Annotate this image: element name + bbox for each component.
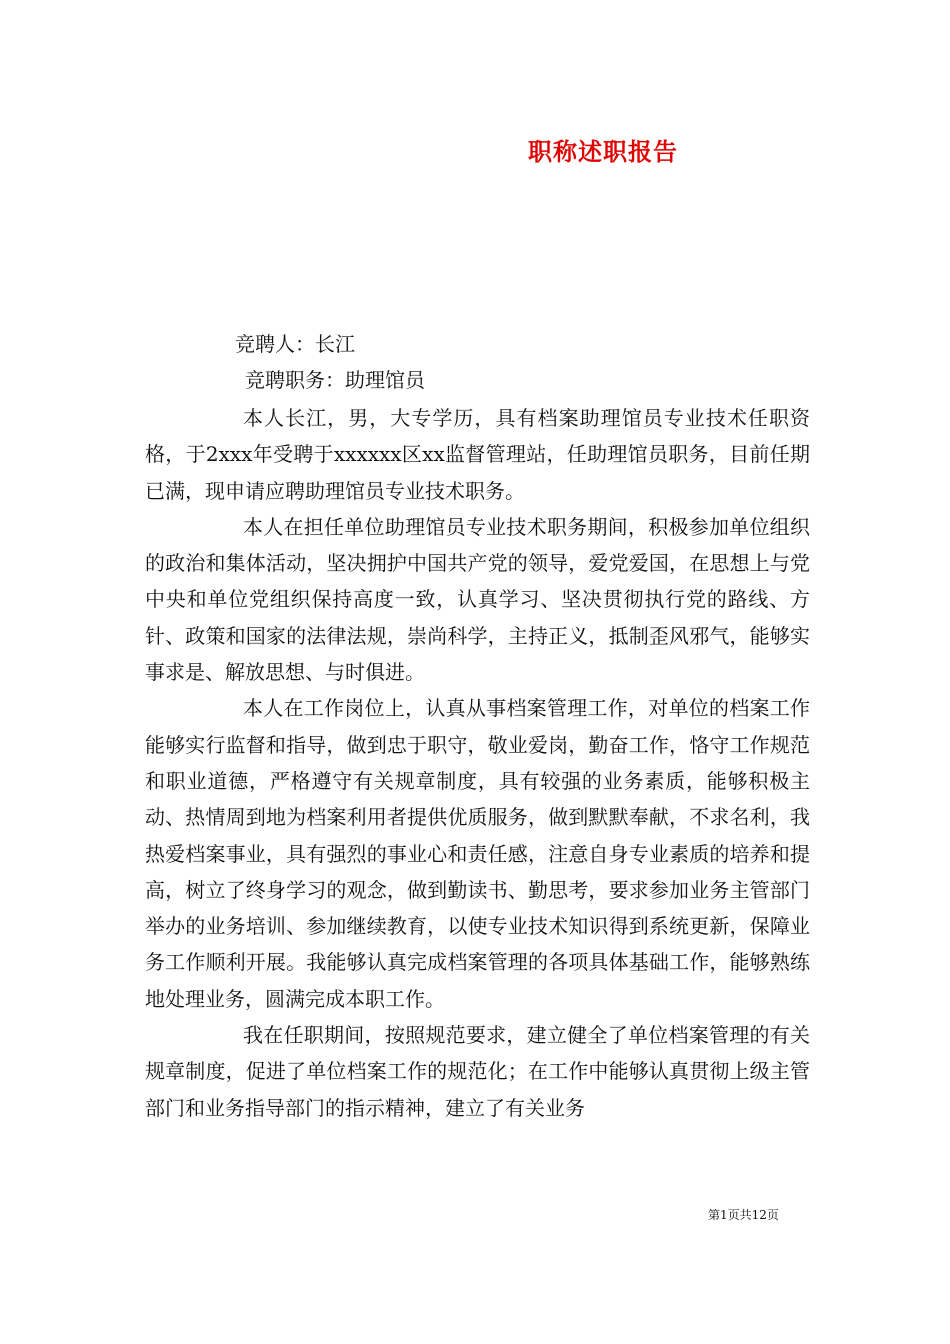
paragraph-1: 本人长江，男，大专学历，具有档案助理馆员专业技术任职资格，于2xxx年受聘于xxxxxx区xx监督管理站，任助理馆员职务，目前任期已满，现申请应聘助理馆员专业技术职务。 xyxy=(145,406,810,503)
position-line: 竞聘职务：助理馆员 xyxy=(245,368,425,392)
document-title: 职称述职报告 xyxy=(528,137,678,166)
paragraph-3: 本人在工作岗位上，认真从事档案管理工作，对单位的档案工作能够实行监督和指导，做到忠于职守，敬业爱岗，勤奋工作，恪守工作规范和职业道德，严格遵守有关规章制度，具有较强的业务素质，能够积极主动、热情周到地为档案利用者提供优质服务，做到默默奉献，不求名利，我热爱档案事业，具有强烈的事业心和责任感，注意自身专业素质的培养和提高，树立了终身学习的观念，做到勤读书、勤思考，要求参加业务主管部门举办的业务培训、参加继续教育，以使专业技术知识得到系统更新，保障业务工作顺利开展。我能够认真完成档案管理的各项具体基础工作，能够熟练地处理业务，圆满完成本职工作。 xyxy=(145,696,810,1011)
document-body xyxy=(145,400,810,1126)
page-footer: 第1页共12页 xyxy=(708,1208,779,1222)
paragraph-2: 本人在担任单位助理馆员专业技术职务期间，积极参加单位组织的政治和集体活动，坚决拥护中国共产党的领导，爱党爱国，在思想上与党中央和单位党组织保持高度一致，认真学习、坚决贯彻执行党的路线、方针、政策和国家的法律法规，崇尚科学，主持正义，抵制歪风邪气，能够实事求是、解放思想、与时俱进。 xyxy=(145,514,810,685)
candidate-line: 竞聘人：长江 xyxy=(235,332,355,356)
paragraph-4: 我在任职期间，按照规范要求，建立健全了单位档案管理的有关规章制度，促进了单位档案工作的规范化；在工作中能够认真贯彻上级主管部门和业务指导部门的指示精神，建立了有关业务 xyxy=(145,1023,810,1120)
